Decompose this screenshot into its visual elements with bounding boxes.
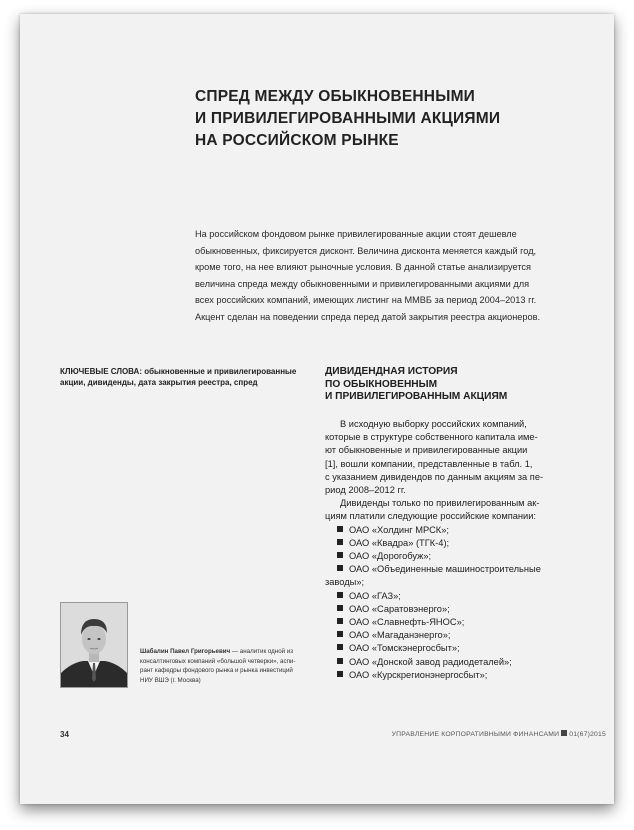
list-item: ОАО «Квадра» (ТГК-4); [325, 537, 580, 550]
list-item: ОАО «Магаданэнерго»; [325, 629, 580, 642]
author-bio: Шабалин Павел Григорьевич — аналитик одной из консалтинговых компаний «большой четверки», аспи- рант кафедры фондового рынка и рынка инвестиций НИУ ВШЭ (г. Москва) [140, 648, 296, 684]
keywords-text: обыкновенные и привилегированные [142, 367, 297, 376]
section-heading [325, 366, 585, 404]
square-bullet-icon [337, 526, 343, 532]
body-line: [1], вошли компании, представленные в табл. 1, [325, 458, 533, 469]
square-bullet-icon [337, 671, 343, 677]
issue-number: 01(67)2015 [569, 731, 606, 738]
abstract-line: кроме того, на нее влияют рыночные условия. В данной статье анализируется [195, 262, 531, 273]
body-line: с указанием дивидендов по данным акциям за пе- [325, 471, 544, 482]
body-line: В исходную выборку российских компаний, [340, 419, 527, 429]
square-bullet-icon [337, 618, 343, 624]
body-line: риод 2008–2012 гг. [325, 485, 406, 496]
page-number: 34 [60, 730, 69, 739]
list-item: ОАО «Курскрегионэнергосбыт»; [325, 669, 580, 682]
keywords-text: акции, дивиденды, дата закрытия реестра, спред [60, 378, 258, 387]
list-item: ОАО «Саратовэнерго»; [325, 603, 580, 616]
list-item-continuation: заводы»; [325, 577, 365, 588]
square-bullet-icon [337, 605, 343, 611]
author-photo [60, 602, 128, 688]
body-line: которые в структуре собственного капитала име- [325, 432, 538, 443]
list-item: ОАО «Дорогобуж»; [325, 550, 580, 563]
square-bullet-icon [337, 552, 343, 558]
abstract [195, 226, 575, 326]
abstract-line: обыкновенных, фиксируется дисконт. Величина дисконта меняется каждый год, [195, 245, 537, 256]
abstract-line: Акцент сделан на поведении спреда перед датой закрытия реестра акционеров. [195, 311, 541, 322]
list-item: ОАО «ГАЗ»; [325, 590, 580, 603]
abstract-line: всех российских компаний, имеющих листинг на ММВБ за период 2004–2013 гг. [195, 295, 537, 306]
list-item: ОАО «Донской завод радиодеталей»; [325, 656, 580, 669]
section-heading-line: И ПРИВИЛЕГИРОВАННЫМ АКЦИЯМ [325, 391, 508, 402]
square-bullet-icon [337, 658, 343, 664]
title-line: НА РОССИЙСКОМ РЫНКЕ [195, 132, 399, 149]
body-line: циям платили следующие российские компании: [325, 511, 537, 522]
keywords-label: КЛЮЧЕВЫЕ СЛОВА: [60, 367, 142, 376]
abstract-line: величина спреда между обыкновенными и привилегированными акциями для [195, 278, 530, 289]
body-line: ют обыкновенные и привилегированные акции [325, 445, 528, 456]
square-bullet-icon [337, 631, 343, 637]
list-item: ОАО «Холдинг МРСК»; [325, 524, 580, 537]
abstract-line: На российском фондовом рынке привилегированные акции стоят дешевле [195, 229, 517, 239]
author-name: Шабалин Павел Григорьевич [140, 648, 231, 655]
square-bullet-icon [337, 592, 343, 598]
square-separator-icon [561, 730, 567, 736]
title-line: И ПРИВИЛЕГИРОВАННЫМИ АКЦИЯМИ [195, 110, 501, 127]
list-item: ОАО «Томскэнергосбыт»; [325, 642, 580, 655]
journal-name: УПРАВЛЕНИЕ КОРПОРАТИВНЫМИ ФИНАНСАМИ [391, 731, 560, 738]
body-line: Дивиденды только по привилегированным ак- [340, 498, 540, 509]
section-heading-line: ДИВИДЕНДНАЯ ИСТОРИЯ [325, 366, 458, 377]
company-list [325, 524, 580, 682]
section-body [325, 418, 580, 682]
section-heading-line: ПО ОБЫКНОВЕННЫМ [325, 378, 438, 390]
author-portrait-image [61, 603, 127, 687]
journal-footer [392, 730, 606, 738]
list-item: ОАО «Объединенные машиностроительные [325, 563, 580, 576]
article-title [195, 86, 595, 152]
square-bullet-icon [337, 644, 343, 650]
keywords-block [60, 366, 300, 388]
title-line: СПРЕД МЕЖДУ ОБЫКНОВЕННЫМИ [195, 88, 476, 105]
square-bullet-icon [337, 539, 343, 545]
square-bullet-icon [337, 565, 343, 571]
list-item: ОАО «Славнефть-ЯНОС»; [325, 616, 580, 629]
